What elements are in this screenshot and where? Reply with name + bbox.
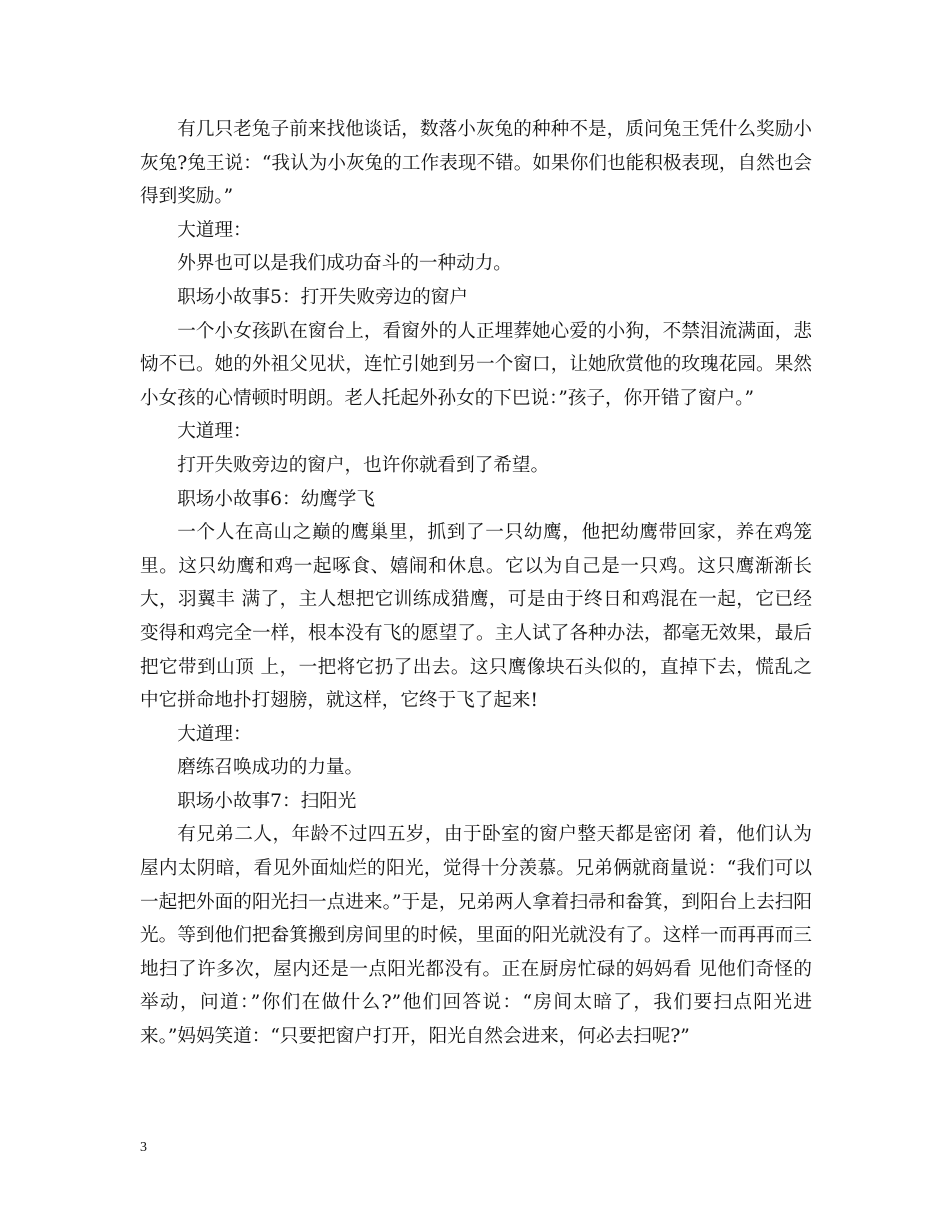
moral-text: 打开失败旁边的窗户，也许你就看到了希望。 bbox=[177, 454, 550, 476]
paragraph-story-6: 一个人在高山之巅的鹰巢里，抓到了一只幼鹰，他把幼鹰带回家，养在鸡笼里。这只幼鹰和鸡一起啄食、嬉闹和休息。它以为自己是一只鸡。这只鹰渐渐长大，羽翼丰 满了，主人想把它训练成猎鹰，可是由于终日和鸡混在一起，它已经变得和鸡完全一样，根本没有飞的愿望了。主人试了各种办法，都毫无效果，最后把它带到山顶 上，一把将它扔了出去。这只鹰像块石头似的，直掉下去，慌乱之中它拼命地扑打翅膀，就这样，它终于飞了起来! bbox=[140, 522, 812, 712]
moral-text: 外界也可以是我们成功奋斗的一种动力。 bbox=[177, 253, 512, 275]
paragraph-rabbit-king-reply: 有几只老兔子前来找他谈话，数落小灰兔的种种不是，质问兔王凭什么奖励小灰兔?兔王说：“我认为小灰兔的工作表现不错。如果你们也能积极表现，自然也会得到奖励。” bbox=[140, 119, 812, 208]
moral-label: 大道理： bbox=[177, 219, 252, 241]
document-body bbox=[140, 113, 812, 1054]
paragraph-story-5: 一个小女孩趴在窗台上，看窗外的人正埋葬她心爱的小狗，不禁泪流满面，悲恸不已。她的外祖父见状，连忙引她到另一个窗口，让她欣赏他的玫瑰花园。果然小女孩的心情顿时明朗。老人托起外孙女的下巴说：”孩子，你开错了窗户。” bbox=[140, 320, 812, 409]
moral-label: 大道理： bbox=[177, 421, 252, 443]
moral-label: 大道理： bbox=[177, 723, 252, 745]
story-heading-7: 职场小故事7：扫阳光 bbox=[177, 790, 357, 812]
story-heading-5: 职场小故事5：打开失败旁边的窗户 bbox=[177, 286, 468, 308]
paragraph-story-7: 有兄弟二人，年龄不过四五岁，由于卧室的窗户整天都是密闭 着，他们认为屋内太阴暗，看见外面灿烂的阳光，觉得十分羡慕。兄弟俩就商量说：“我们可以一起把外面的阳光扫一点进来。”于是，兄弟两人拿着扫帚和畚箕，到阳台上去扫阳光。等到他们把畚箕搬到房间里的时候，里面的阳光就没有了。这样一而再再而三地扫了许多次，屋内还是一点阳光都没有。正在厨房忙碌的妈妈看 见他们奇怪的举动，问道：”你们在做什么?”他们回答说：“房间太暗了，我们要扫点阳光进来。”妈妈笑道：“只要把窗户打开，阳光自然会进来，何必去扫呢?” bbox=[140, 824, 812, 1048]
story-heading-6: 职场小故事6：幼鹰学飞 bbox=[177, 488, 375, 510]
moral-text: 磨练召唤成功的力量。 bbox=[177, 757, 364, 779]
page-number: 3 bbox=[140, 1140, 147, 1155]
